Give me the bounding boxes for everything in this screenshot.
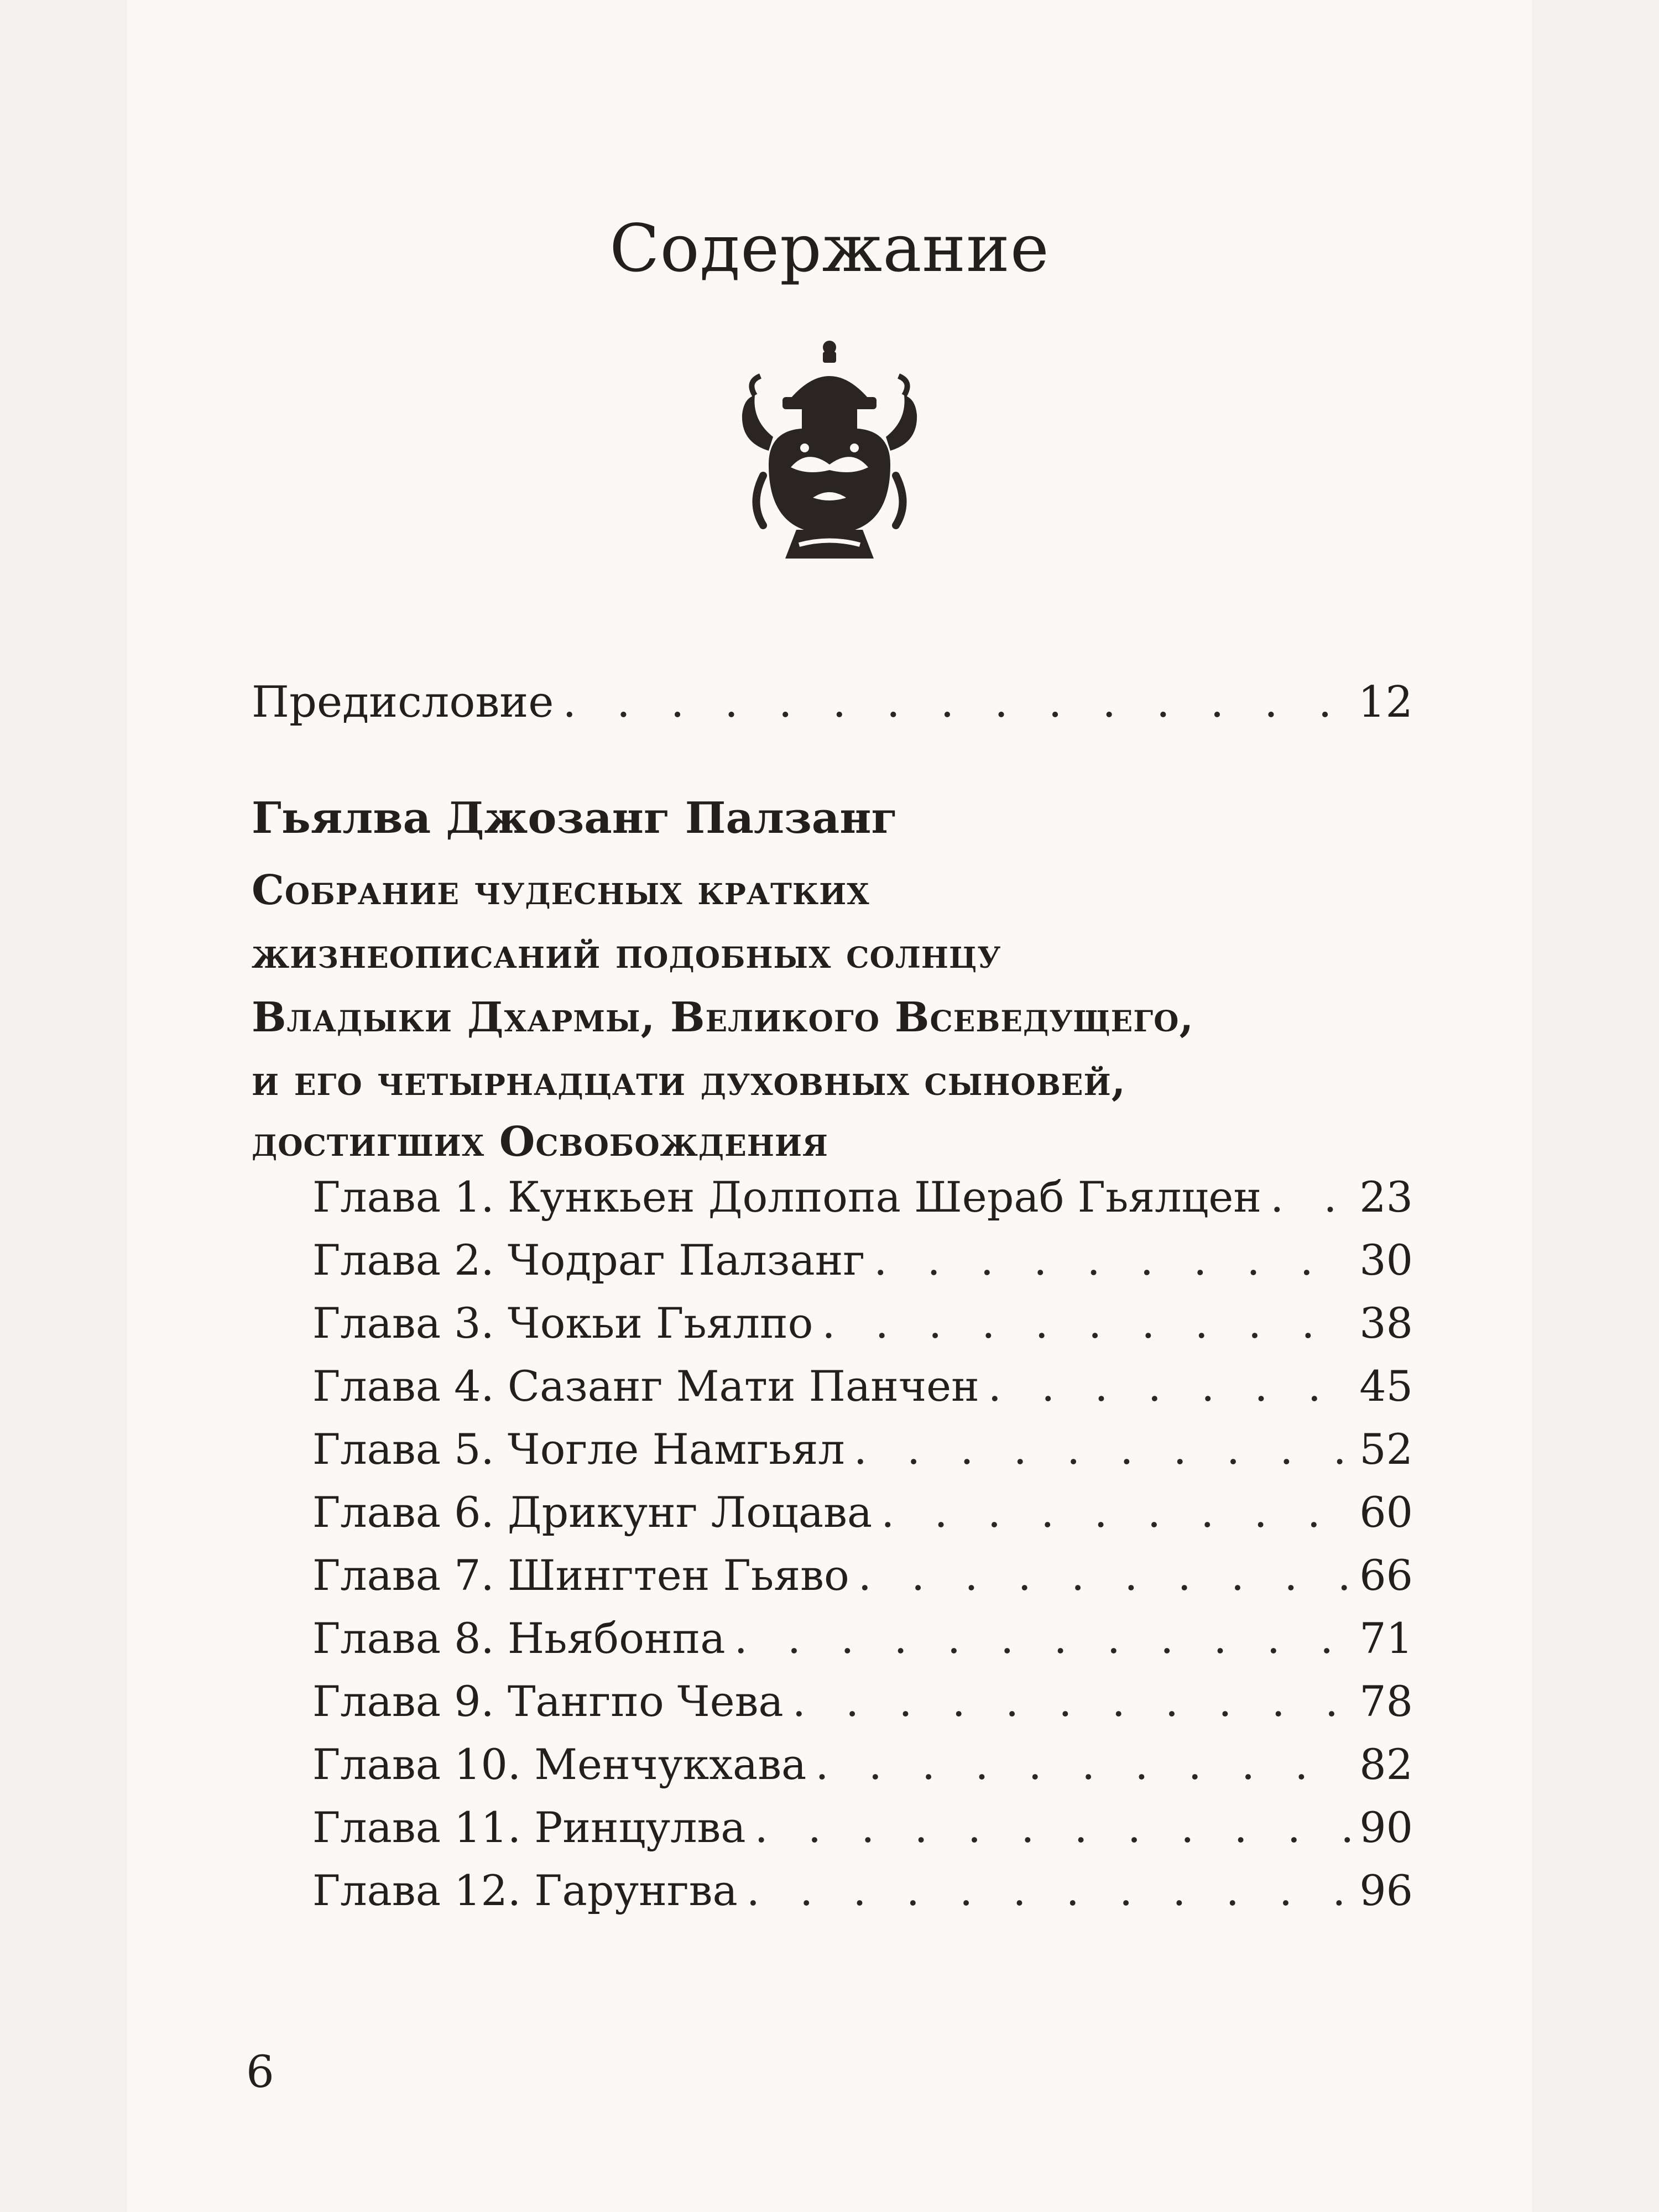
toc-entry-chapter-7[interactable] [312, 1551, 1413, 1606]
toc-entry-chapter-8[interactable] [312, 1614, 1413, 1669]
toc-entry-page: 30 [1359, 1235, 1413, 1285]
toc-entry-chapter-12[interactable] [312, 1866, 1413, 1921]
collection-title-line: Владыки Дхармы, Великого Всеведущего, [252, 994, 1194, 1041]
toc-entry-chapter-4[interactable] [312, 1361, 1413, 1417]
toc-entry-label: Глава 11. Ринцулва [312, 1803, 746, 1852]
toc-entry-chapter-10[interactable] [312, 1740, 1413, 1795]
toc-entry-page: 12 [1358, 677, 1413, 727]
collection-title-line: жизнеописаний подобных солнцу [252, 930, 1001, 978]
toc-entry-label: Глава 5. Чогле Намгьял [312, 1425, 845, 1474]
toc-entry-label: Глава 4. Сазанг Мати Панчен [312, 1361, 979, 1411]
toc-entry-page: 82 [1359, 1740, 1413, 1789]
toc-entry-preface[interactable] [252, 677, 1413, 733]
collection-title-line: Собрание чудесных кратких [252, 867, 870, 914]
leader-dots [874, 1235, 1350, 1285]
toc-entry-page: 45 [1359, 1361, 1413, 1411]
toc-entry-label: Глава 9. Тангпо Чева [312, 1677, 784, 1726]
toc-entry-page: 78 [1359, 1677, 1413, 1726]
leader-dots [755, 1803, 1351, 1852]
toc-entry-label: Глава 2. Чодраг Палзанг [312, 1235, 865, 1285]
author-name: Гьялва Джозанг Палзанг [252, 793, 898, 843]
toc-entry-label: Глава 1. Кункьен Долпопа Шераб Гьялцен [312, 1172, 1262, 1222]
toc-entry-chapter-9[interactable] [312, 1677, 1413, 1732]
leader-dots [1270, 1172, 1350, 1222]
leader-dots [734, 1614, 1351, 1663]
toc-entry-page: 23 [1359, 1172, 1413, 1222]
toc-entry-page: 96 [1359, 1866, 1413, 1915]
leader-dots [822, 1298, 1350, 1348]
vase-icon [730, 337, 929, 570]
toc-entry-page: 71 [1359, 1614, 1413, 1663]
toc-entry-chapter-1[interactable] [312, 1172, 1413, 1228]
leader-dots [988, 1361, 1350, 1411]
toc-entry-page: 60 [1359, 1488, 1413, 1537]
page-title: Содержание [609, 210, 1050, 286]
toc-entry-page: 38 [1359, 1298, 1413, 1348]
toc-entry-page: 90 [1359, 1803, 1413, 1852]
toc-entry-chapter-11[interactable] [312, 1803, 1413, 1858]
leader-dots [881, 1488, 1350, 1537]
toc-entry-label: Глава 6. Дрикунг Лоцава [312, 1488, 873, 1537]
leader-dots [747, 1866, 1351, 1915]
leader-dots [854, 1425, 1351, 1474]
toc-entry-chapter-2[interactable] [312, 1235, 1413, 1291]
toc-entry-chapter-5[interactable] [312, 1425, 1413, 1480]
toc-entry-label: Глава 12. Гарунгва [312, 1866, 738, 1915]
toc-entry-chapter-3[interactable] [312, 1298, 1413, 1354]
toc-entry-chapter-6[interactable] [312, 1488, 1413, 1543]
leader-dots [815, 1740, 1350, 1789]
leader-dots [792, 1677, 1351, 1726]
toc-entry-label: Глава 8. Ньябонпа [312, 1614, 726, 1663]
toc-entry-label: Глава 7. Шингтен Гьяво [312, 1551, 849, 1600]
toc-entry-page: 52 [1359, 1425, 1413, 1474]
toc-entry-label: Предисловие [252, 677, 554, 727]
toc-entry-page: 66 [1359, 1551, 1413, 1600]
leader-dots [562, 677, 1349, 727]
leader-dots [858, 1551, 1351, 1600]
toc-entry-label: Глава 3. Чокьи Гьялпо [312, 1298, 813, 1348]
collection-title-line: и его четырнадцати духовных сыновей, [252, 1057, 1126, 1105]
page-number: 6 [246, 2046, 274, 2098]
collection-title-line: достигших Освобождения [252, 1118, 828, 1166]
toc-entry-label: Глава 10. Менчукхава [312, 1740, 807, 1789]
